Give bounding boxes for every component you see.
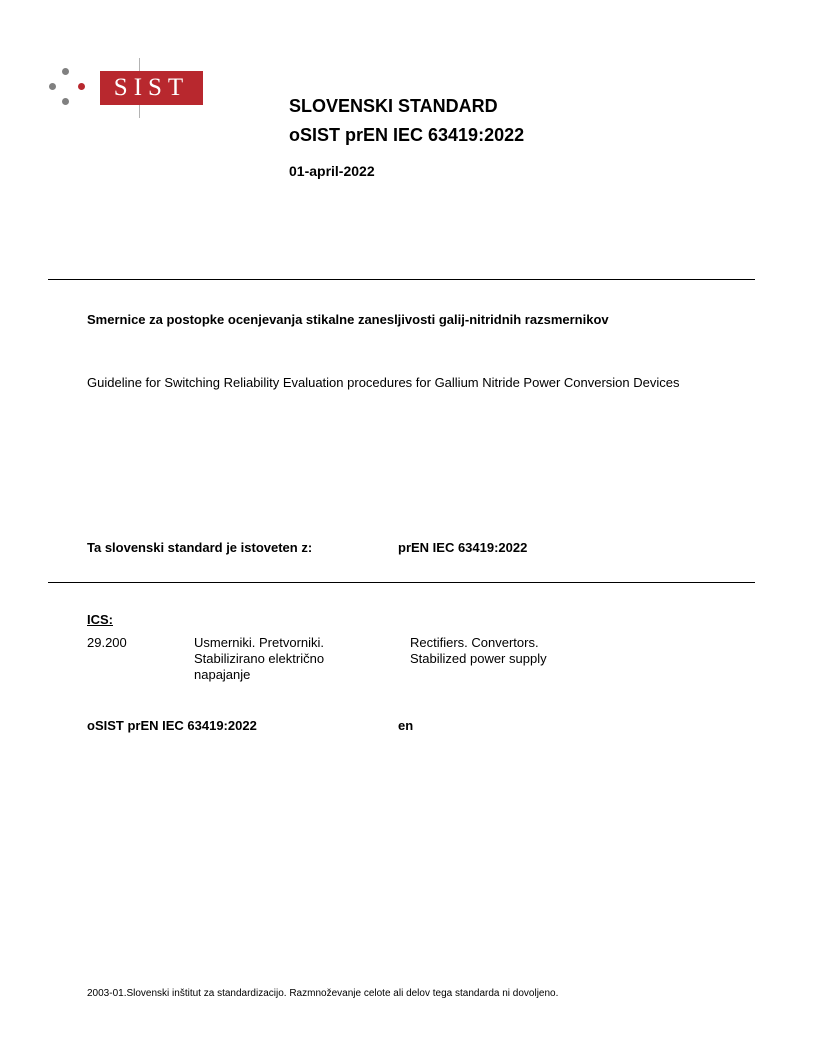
standard-type-heading: SLOVENSKI STANDARD — [289, 96, 498, 116]
identity-label: Ta slovenski standard je istoveten z: — [87, 540, 313, 555]
logo-wordmark: SIST — [100, 71, 203, 105]
sist-logo — [0, 0, 210, 120]
ics-description-english: Rectifiers. Convertors. Stabilized power supply — [410, 635, 547, 666]
copyright-footer: 2003-01.Slovenski inštitut za standardizacijo. Razmnoževanje celote ali delov tega standarda ni dovoljeno. — [87, 988, 559, 999]
summary-reference: oSIST prEN IEC 63419:2022 — [87, 718, 257, 733]
standard-number-heading: oSIST prEN IEC 63419:2022 — [289, 125, 525, 145]
logo-dot-right — [78, 83, 85, 90]
logo-dot-bottom — [62, 98, 69, 105]
ics-description-slovenian: Usmerniki. Pretvorniki. Stabilizirano električno napajanje — [194, 635, 325, 682]
top-divider — [48, 279, 755, 280]
title-slovenian: Smernice za postopke ocenjevanja stikalne zanesljivosti galij-nitridnih razsmernikov — [87, 312, 609, 327]
summary-language: en — [398, 718, 414, 733]
logo-dot-top — [62, 68, 69, 75]
title-english: Guideline for Switching Reliability Evaluation procedures for Gallium Nitride Power Conversion Devices — [87, 375, 680, 390]
ics-code: 29.200 — [87, 635, 127, 650]
identity-value: prEN IEC 63419:2022 — [398, 540, 528, 555]
logo-dot-left — [49, 83, 56, 90]
bottom-divider — [48, 582, 755, 583]
publication-date: 01-april-2022 — [289, 163, 375, 179]
ics-label: ICS: — [87, 612, 113, 627]
